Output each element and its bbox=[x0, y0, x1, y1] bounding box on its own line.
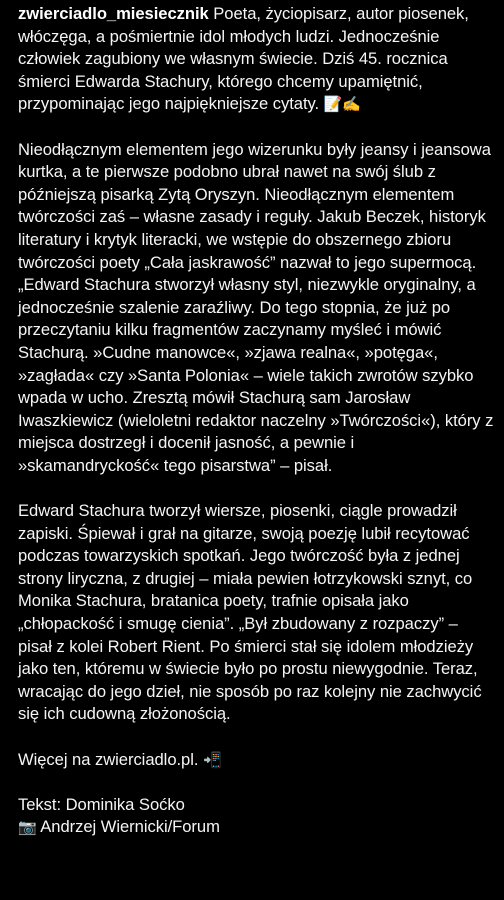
caption-paragraph-2: Nieodłącznym elementem jego wizerunku były jeansy i jeansowa kurtka, a te pierwsze podobno ubrał nawet na swój ślub z późniejszą pisarką Zytą Oryszyn. Nieodłącznym elementem twórczości zaś – własne zasady i reguły. Jakub Beczek, historyk literatury i krytyk literacki, we wstępie do obszernego zbioru twórczości poety „Cała jaskrawość” nazwał to jego supermocą. „Edward Stachura stworzył własny styl, niezwykle oryginalny, a jednocześnie szalenie zaraźliwy. Do tego stopnia, że już po przeczytaniu kilku fragmentów zaczynamy myśleć i mówić Stachurą. »Cudne manowce«, »zjawa realna«, »potęga«, »zagłada« czy »Santa Polonia« – wiele takich zwrotów szybko wpada w ucho. Zresztą mówił Stachurą sam Jarosław Iwaszkiewicz (wieloletni redaktor naczelny »Twórczości«), który z miejsca dostrzegł i docenił jasność, a pewnie i »skamandryckość« tego pisarstwa” – pisał. bbox=[18, 139, 494, 475]
memo-writing-hand-icon: 📝✍️ bbox=[323, 95, 361, 114]
post-caption bbox=[18, 3, 494, 839]
mobile-arrow-icon: 📲 bbox=[203, 750, 222, 769]
photo-credit-line bbox=[18, 816, 494, 839]
caption-intro-text: Poeta, życiopisarz, autor piosenek, włóczęga, a pośmiertnie idol młodych ludzi. Jednocześnie człowiek zagubiony we własnym świecie. Dziś 45. rocznica śmierci Edwarda Stachury, którego chcemy upamiętnić, przypominając jego najpiękniejsze cytaty. bbox=[18, 4, 469, 114]
caption-intro-paragraph bbox=[18, 3, 494, 116]
camera-icon: 📷 bbox=[18, 818, 37, 837]
caption-paragraph-3: Edward Stachura tworzył wiersze, piosenki, ciągle prowadził zapiski. Śpiewał i grał na gitarze, swoją poezję lubił recytować podczas towarzyskich spotkań. Jego twórczość była z jednej strony liryczna, z drugiej – miała pewien łotrzykowski sznyt, co Monika Stachura, bratanica poety, trafnie opisała jako „chłopackość i smugę cienia”. „Był zbudowany z rozpaczy” – pisał z kolei Robert Rient. Po śmierci stał się idolem młodzieży jako ten, któremu w świecie było po prostu niewygodnie. Teraz, wracając do jego dzieł, nie sposób po raz kolejny nie zachwycić się ich cudowną złożonością. bbox=[18, 501, 482, 724]
username-link[interactable]: zwierciadlo_miesiecznik bbox=[18, 4, 209, 23]
author-line: Tekst: Dominika Soćko bbox=[18, 794, 185, 814]
photo-credit-text: Andrzej Wiernicki/Forum bbox=[36, 817, 220, 837]
more-info-text: Więcej na zwierciadlo.pl. bbox=[18, 749, 203, 769]
more-info-line bbox=[18, 749, 494, 772]
